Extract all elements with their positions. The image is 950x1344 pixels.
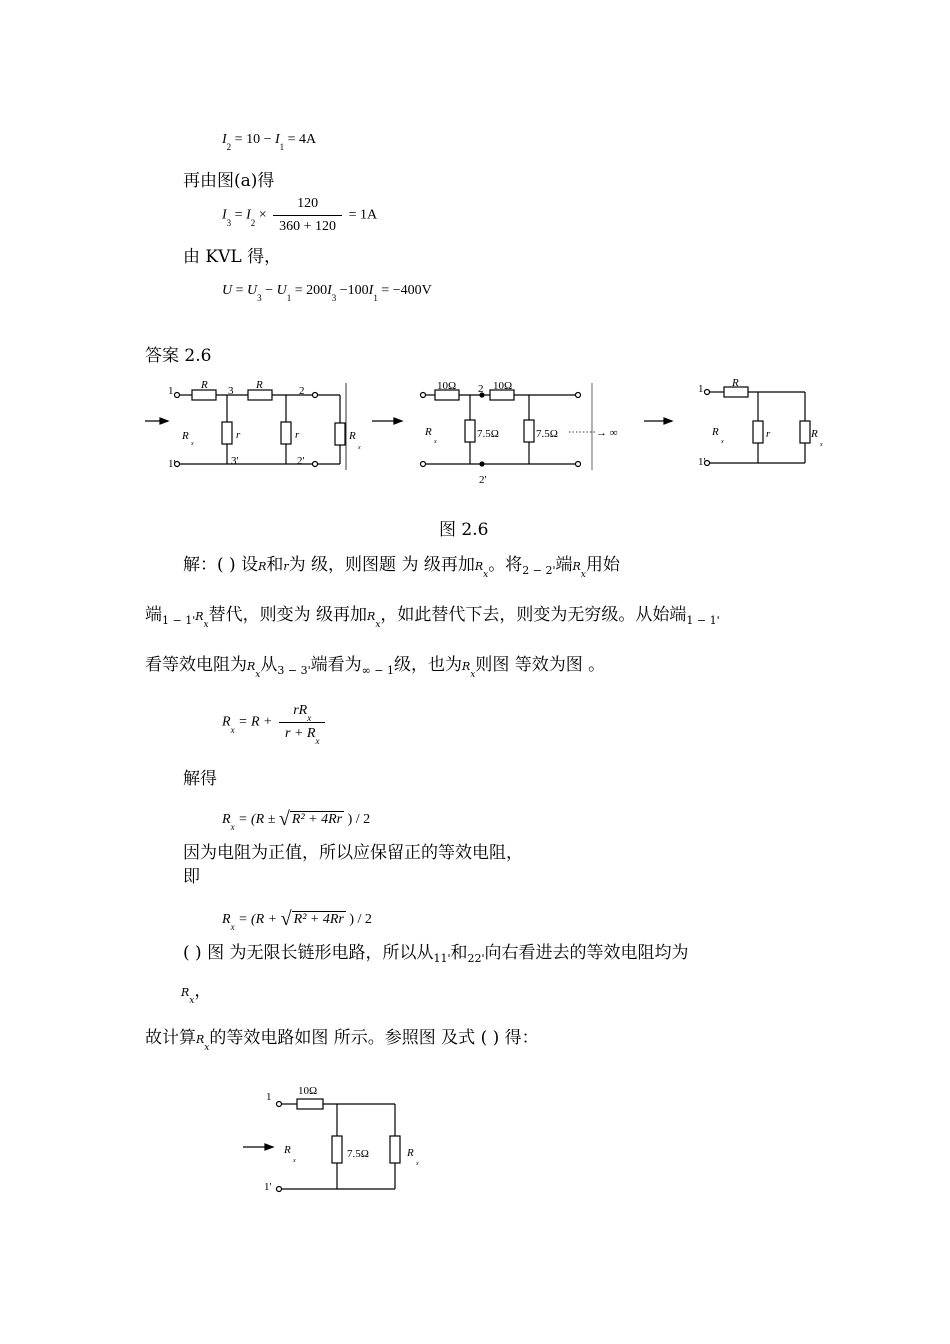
svg-text:r: r	[295, 429, 300, 441]
svg-text:x: x	[293, 1158, 296, 1164]
svg-text:R: R	[732, 377, 739, 389]
text-positive: 因为电阻为正值，所以应保留正的等效电阻，	[183, 843, 523, 863]
svg-text:r: r	[766, 428, 771, 440]
equation-rx-solution: $R_x = (R$ ± √ R² + 4Rr ) / 2	[222, 808, 371, 832]
svg-text:1': 1'	[264, 1181, 272, 1193]
svg-text:x: x	[358, 445, 361, 451]
fraction: $\frac{120}{360 + 120}$	[273, 196, 342, 235]
equation-rx-final: $R_x = (R$ + √ R² + 4Rr ) / 2	[222, 908, 372, 932]
svg-text:7.5Ω: 7.5Ω	[536, 428, 558, 440]
paragraph-2-line-3: 故计算$R_x$的等效电路如图 所示。参照图 及式 ( ) 得：	[145, 1028, 539, 1053]
equivalent-circuit	[235, 1075, 445, 1200]
svg-text:10Ω: 10Ω	[298, 1085, 318, 1097]
text-fig-a: 再由图(a)得	[183, 171, 275, 191]
svg-text:3': 3'	[231, 455, 239, 467]
svg-text:x: x	[434, 439, 437, 445]
paragraph-1-line-2: 端$_{1 - 1'}R_x$替代，则变为 级再加$R_x$，如此替代下去，则变为无穷级。从始端$_{1 - 1'}$	[145, 605, 720, 630]
svg-text:r: r	[236, 429, 241, 441]
equation-u: $U = U_3 - U_1 = 200I_3 -100I_1 = -400V$	[222, 283, 432, 303]
svg-text:7.5Ω: 7.5Ω	[477, 428, 499, 440]
text-solve: 解得	[183, 769, 217, 789]
svg-text:R: R	[425, 426, 432, 438]
svg-text:2': 2'	[479, 474, 487, 486]
svg-text:3: 3	[228, 385, 234, 397]
answer-title: 答案 2.6	[145, 346, 212, 366]
equation-i2: $I_2 = 10 - I_1 = 4A$	[222, 132, 317, 152]
svg-text:10Ω: 10Ω	[437, 380, 457, 392]
svg-text:R: R	[284, 1144, 291, 1156]
paragraph-1-line-1: 解：( ) 设R和r为 级，则图题 为 级再加$R_x$。将$_{2 - 2'}$端$R_x$用始	[183, 555, 620, 580]
paragraph-2-line-2: $R_x$，	[181, 981, 212, 1006]
svg-text:R: R	[349, 430, 356, 442]
radical-sign: √	[278, 808, 290, 830]
svg-text:2: 2	[299, 385, 305, 397]
svg-text:1': 1'	[698, 456, 706, 468]
equation-i3: $I_3 = I_2$ × $\frac{120}{360 + 120}$ = 1A	[222, 196, 378, 234]
svg-text:R: R	[712, 426, 719, 438]
svg-text:R: R	[407, 1147, 414, 1159]
radical-sign: √	[280, 908, 292, 930]
svg-text:R: R	[201, 379, 208, 391]
text-kvl: 由 KVL 得，	[183, 247, 282, 267]
paragraph-2-line-1: ( ) 图 为无限长链形电路，所以从$_{11'}$和$_{22'}$向右看进去的等效电阻均为	[183, 943, 689, 965]
svg-text:1: 1	[266, 1091, 272, 1103]
svg-text:2': 2'	[297, 455, 305, 467]
svg-text:R: R	[811, 428, 818, 440]
svg-text:x: x	[416, 1161, 419, 1167]
svg-text:x: x	[820, 442, 823, 448]
text-ji: 即	[183, 867, 200, 887]
svg-text:R: R	[256, 379, 263, 391]
svg-text:→ ∞: → ∞	[596, 427, 618, 439]
paragraph-1-line-3: 看等效电阻为$R_x$从$_{3 - 3'}$端看为$_{\infty - 1}$级，也为$R_x$则图 等效为图 。	[145, 655, 606, 680]
figure-2-6-circuits	[140, 375, 840, 490]
svg-text:1: 1	[168, 385, 174, 397]
figure-caption: 图 2.6	[439, 520, 489, 540]
svg-text:10Ω: 10Ω	[493, 380, 513, 392]
svg-text:1': 1'	[168, 458, 176, 470]
svg-text:x: x	[721, 439, 724, 445]
equation-rx-recursive: $R_x = R$ + $\frac{rR_x}{r + R_x}$	[222, 703, 328, 742]
svg-text:7.5Ω: 7.5Ω	[347, 1148, 369, 1160]
svg-text:2: 2	[478, 383, 484, 395]
fraction: $\frac{rR_x}{r + R_x}$	[279, 703, 325, 742]
svg-text:R: R	[182, 430, 189, 442]
svg-text:1: 1	[698, 383, 704, 395]
svg-text:x: x	[191, 441, 194, 447]
